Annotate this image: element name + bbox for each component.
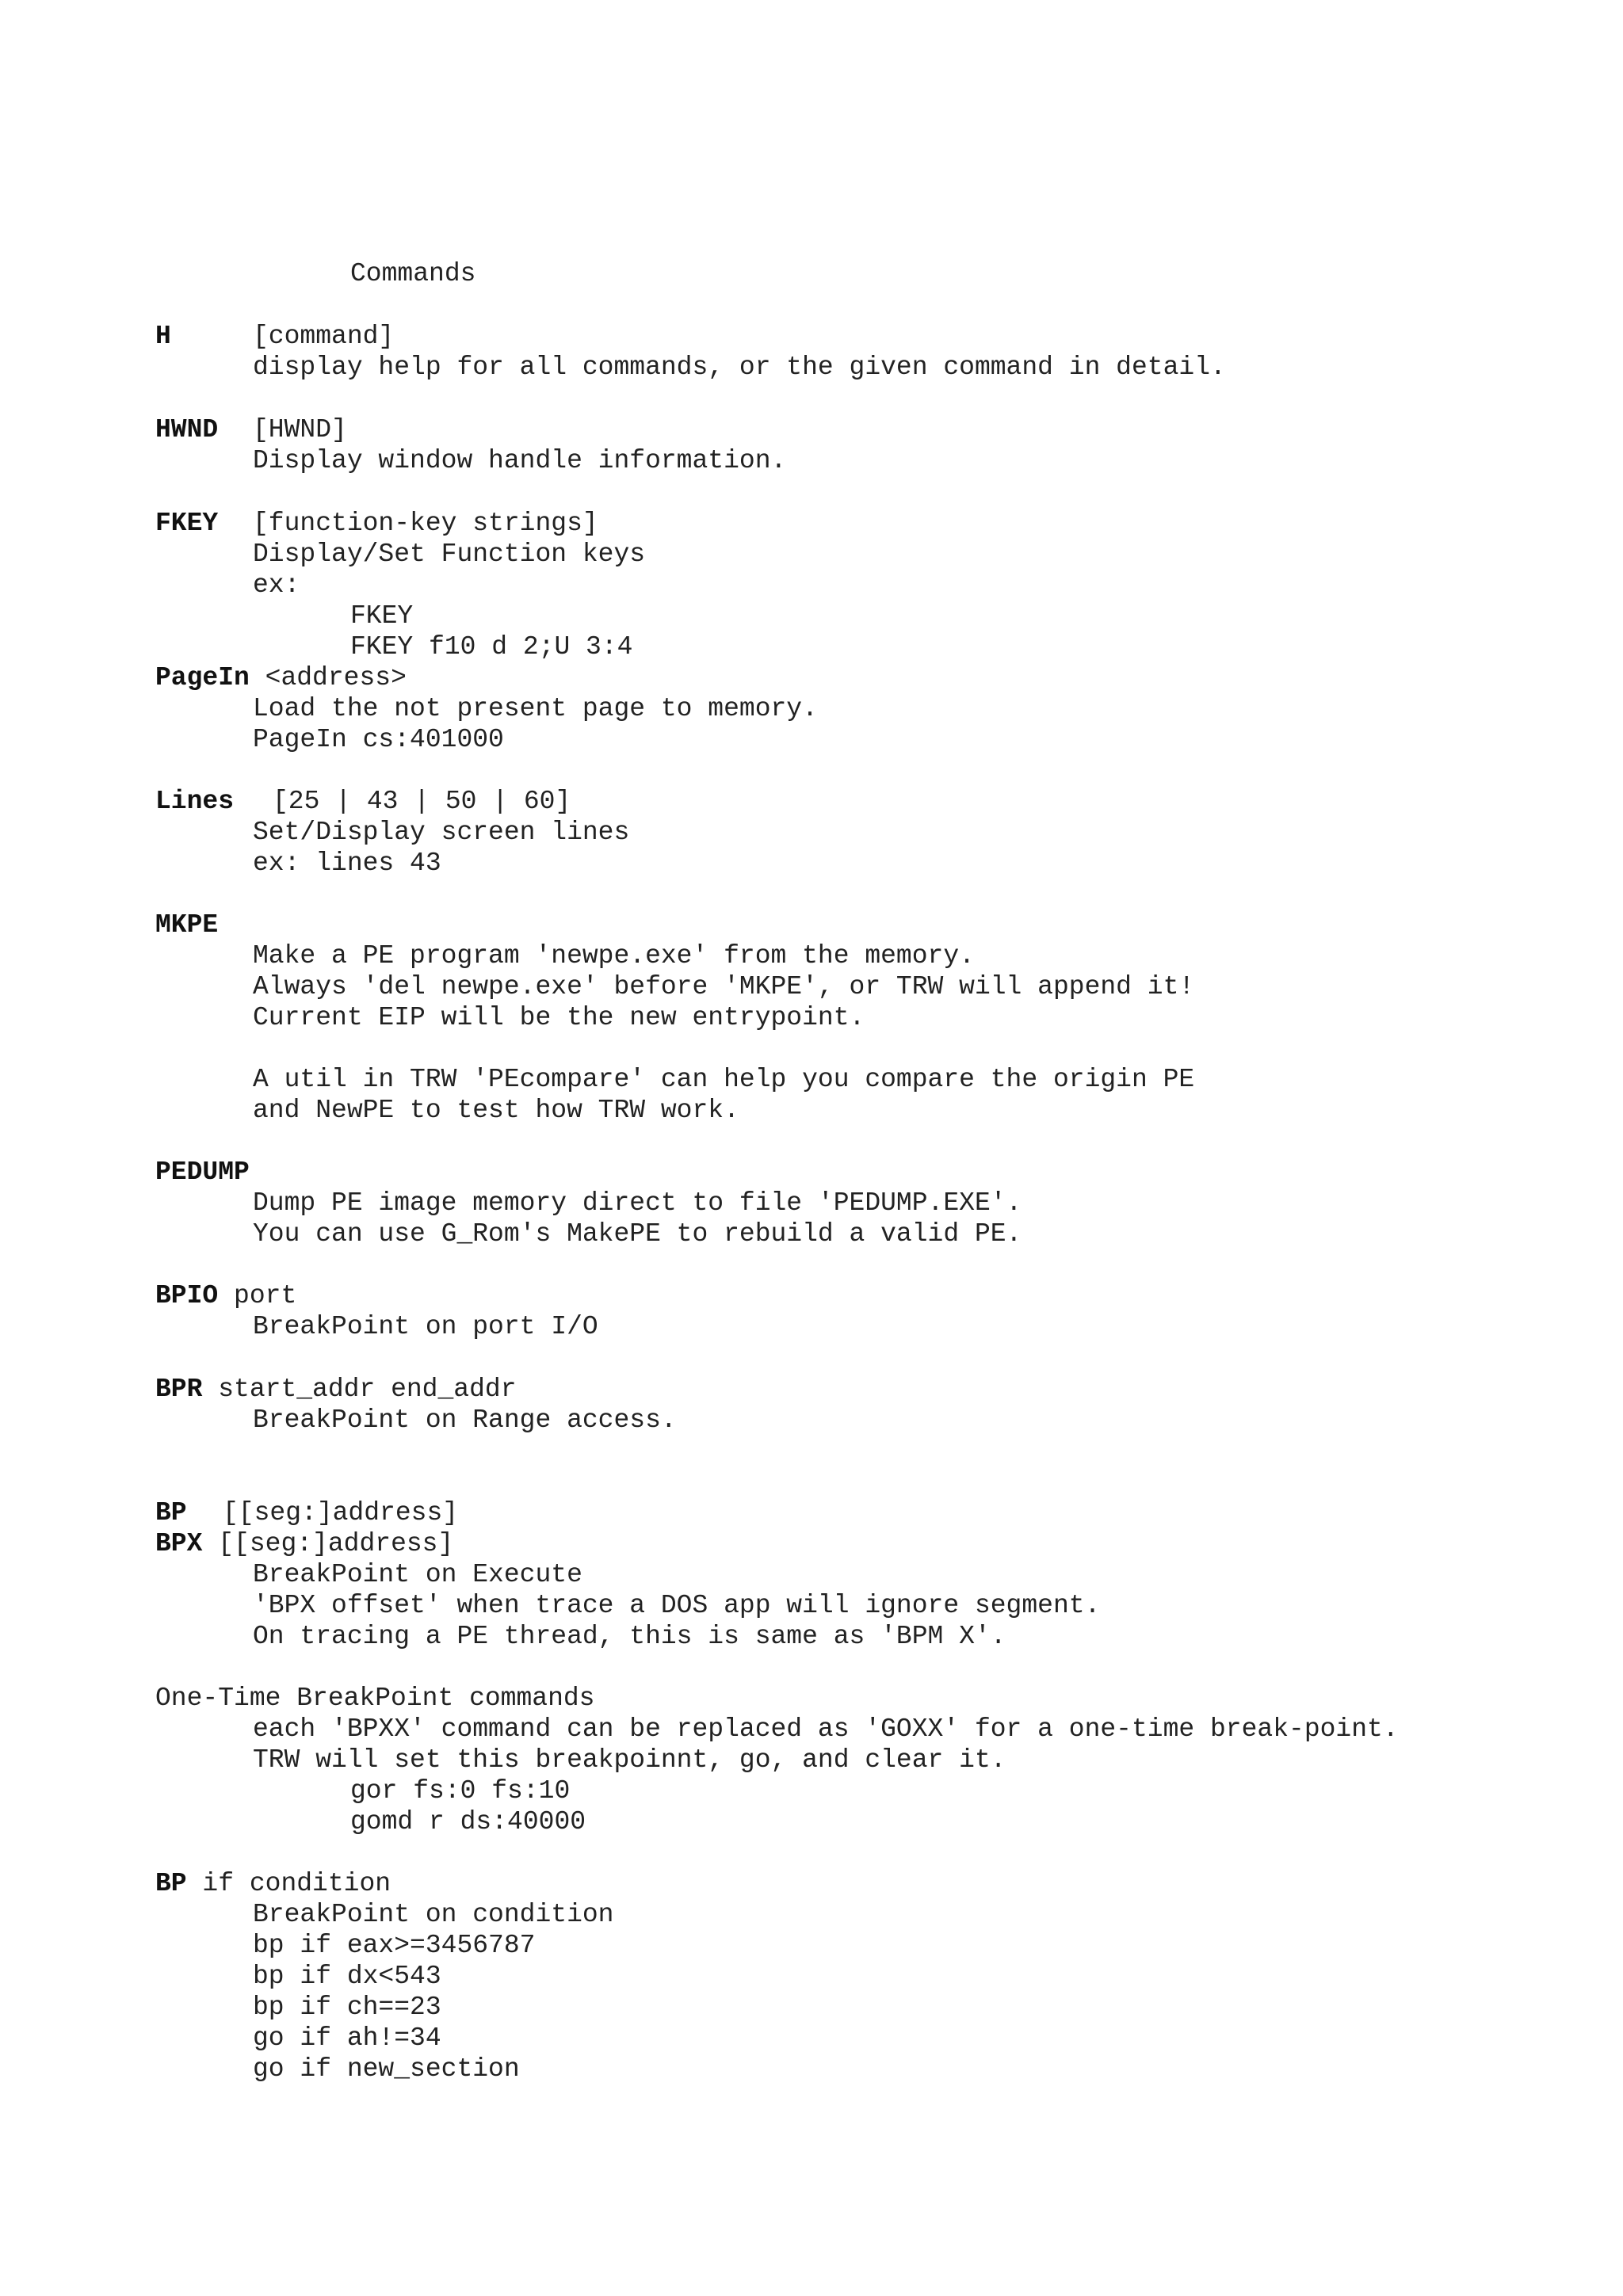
page-title: Commands [350,259,476,288]
command-bpx-description-2: 'BPX offset' when trace a DOS app will ignore segment. [253,1591,1101,1620]
command-pagein-example: PageIn cs:401000 [253,725,504,754]
command-lines-line [155,786,571,817]
command-mkpe-description-4: A util in TRW 'PEcompare' can help you compare the origin PE [253,1065,1195,1094]
command-mkpe-name: MKPE [155,910,219,940]
command-fkey-args: [function-key strings] [253,509,598,538]
command-h-description: display help for all commands, or the given command in detail. [253,353,1226,382]
command-pagein-line [155,662,407,693]
command-bpif-example-5: go if new_section [253,2054,520,2084]
command-bp-name: BP [155,1498,187,1527]
command-pagein-name: PageIn [155,663,250,692]
command-bp-args: [[seg:]address] [223,1498,459,1527]
command-bpif-line [155,1868,391,1899]
command-hwnd-line [155,414,347,445]
command-hwnd-name: HWND [155,415,219,444]
command-lines-example: ex: lines 43 [253,849,441,878]
command-bpio-description: BreakPoint on port I/O [253,1312,598,1341]
command-bpx-args: [[seg:]address] [218,1529,454,1558]
command-mkpe-description-2: Always 'del newpe.exe' before 'MKPE', or TRW will append it! [253,972,1195,1001]
command-fkey-example-2: FKEY f10 d 2;U 3:4 [350,632,633,662]
command-bpr-description: BreakPoint on Range access. [253,1405,677,1435]
command-fkey-example-label: ex: [253,570,300,600]
command-h-args: [command] [253,322,395,351]
command-bp-line [155,1497,459,1528]
onetime-example-2: gomd r ds:40000 [350,1807,586,1836]
command-hwnd-description: Display window handle information. [253,446,787,475]
command-lines-name: Lines [155,787,235,816]
command-bpif-example-3: bp if ch==23 [253,1993,441,2022]
onetime-description-1: each 'BPXX' command can be replaced as 'GOXX' for a one-time break-point. [253,1714,1399,1744]
command-pedump-description-2: You can use G_Rom's MakePE to rebuild a valid PE. [253,1219,1022,1249]
command-bpx-name: BPX [155,1529,203,1558]
command-pedump-name: PEDUMP [155,1158,250,1187]
command-bpx-description-3: On tracing a PE thread, this is same as 'BPM X'. [253,1622,1006,1651]
command-bpio-line [155,1280,296,1311]
command-bpx-description-1: BreakPoint on Execute [253,1560,582,1589]
command-fkey-line [155,508,598,539]
command-pedump-description-1: Dump PE image memory direct to file 'PEDUMP.EXE'. [253,1188,1022,1218]
command-bpif-description: BreakPoint on condition [253,1900,614,1929]
command-bpio-args: port [234,1281,297,1310]
command-bpif-example-1: bp if eax>=3456787 [253,1931,536,1960]
command-bpr-line [155,1374,517,1405]
command-bpr-args: start_addr end_addr [218,1375,517,1404]
command-pagein-description: Load the not present page to memory. [253,694,818,723]
command-lines-args: [25 | 43 | 50 | 60] [273,787,571,816]
command-fkey-example-1: FKEY [350,601,414,631]
command-h-line [155,321,395,352]
onetime-description-2: TRW will set this breakpoinnt, go, and clear it. [253,1745,1006,1775]
command-bpif-name: BP [155,1869,187,1898]
command-bpif-example-4: go if ah!=34 [253,2023,441,2053]
command-mkpe-description-3: Current EIP will be the new entrypoint. [253,1003,865,1032]
onetime-example-1: gor fs:0 fs:10 [350,1776,571,1806]
command-bpif-example-2: bp if dx<543 [253,1962,441,1991]
command-mkpe-description-1: Make a PE program 'newpe.exe' from the memory. [253,941,975,971]
command-bpio-name: BPIO [155,1281,219,1310]
command-bpif-args: if condition [202,1869,391,1898]
onetime-heading: One-Time BreakPoint commands [155,1684,595,1713]
command-bpr-name: BPR [155,1375,203,1404]
command-mkpe-description-5: and NewPE to test how TRW work. [253,1096,739,1125]
command-fkey-name: FKEY [155,509,219,538]
command-h-name: H [155,322,171,351]
command-pagein-args: <address> [265,663,407,692]
command-fkey-description: Display/Set Function keys [253,540,646,569]
command-hwnd-args: [HWND] [253,415,347,444]
command-lines-description: Set/Display screen lines [253,818,630,847]
command-bpx-line [155,1528,453,1559]
